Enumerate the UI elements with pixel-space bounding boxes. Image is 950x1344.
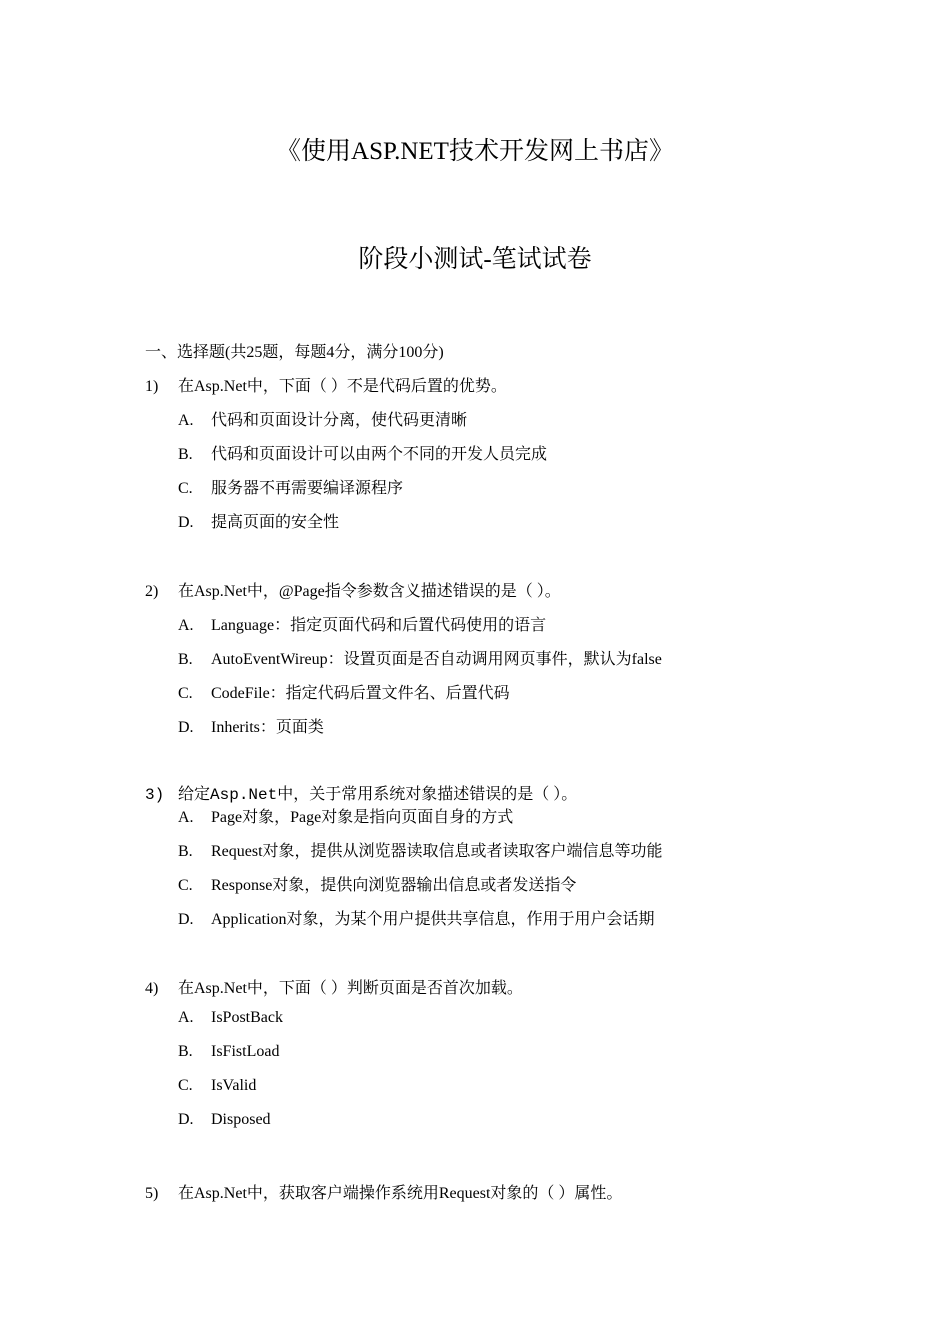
option-text: 代码和页面设计可以由两个不同的开发人员完成 [211, 446, 548, 463]
question-2 [145, 578, 561, 601]
question-text: 在Asp.Net中，下面（ ）判断页面是否首次加载。 [178, 980, 523, 997]
option-letter: A. [178, 1009, 194, 1026]
section-heading: 一、选择题(共25题，每题4分，满分100分) [145, 344, 444, 361]
option-letter: B. [178, 1043, 193, 1060]
question-3-option-d [178, 906, 655, 929]
question-4-option-a [178, 1009, 283, 1027]
question-number: 3) [145, 786, 165, 804]
question-2-option-d [178, 714, 324, 737]
option-text: Page对象，Page对象是指向页面自身的方式 [211, 809, 514, 826]
question-number: 1) [145, 378, 159, 395]
option-letter: B. [178, 843, 193, 860]
question-1-option-b [178, 441, 547, 464]
question-1-option-c [178, 475, 403, 498]
option-letter: A. [178, 809, 194, 826]
question-3-option-b [178, 838, 663, 861]
option-letter: D. [178, 1111, 194, 1128]
question-1 [145, 373, 507, 396]
option-letter: C. [178, 1077, 193, 1094]
option-text: IsValid [211, 1077, 257, 1094]
question-3-option-a [178, 804, 513, 827]
option-letter: B. [178, 446, 193, 463]
option-text: Disposed [211, 1111, 271, 1128]
question-4-option-b [178, 1043, 279, 1061]
option-text: Application对象，为某个用户提供共享信息，作用于用户会话期 [211, 911, 655, 928]
question-text: 在Asp.Net中，获取客户端操作系统用Request对象的（ ）属性。 [178, 1185, 623, 1202]
question-2-option-c [178, 680, 510, 703]
question-number: 4) [145, 980, 159, 997]
question-2-option-a [178, 612, 546, 635]
question-text: 在Asp.Net中，@Page指令参数含义描述错误的是（ ）。 [178, 583, 561, 600]
option-text: AutoEventWireup：设置页面是否自动调用网页事件，默认为false [211, 651, 662, 668]
option-text: Request对象，提供从浏览器读取信息或者读取客户端信息等功能 [211, 843, 663, 860]
option-letter: A. [178, 617, 194, 634]
option-letter: A. [178, 412, 194, 429]
question-text-suffix: 中，关于常用系统对象描述错误的是（ ）。 [277, 786, 578, 803]
question-1-option-a [178, 407, 467, 430]
option-letter: C. [178, 685, 193, 702]
document-subtitle: 阶段小测试-笔试试卷 [358, 246, 592, 273]
option-letter: B. [178, 651, 193, 668]
question-number: 2) [145, 583, 159, 600]
option-text: Response对象，提供向浏览器输出信息或者发送指令 [211, 877, 577, 894]
question-2-option-b [178, 646, 662, 669]
document-title: 《使用ASP.NET技术开发网上书店》 [276, 138, 674, 165]
option-letter: C. [178, 480, 193, 497]
question-4 [145, 975, 523, 998]
option-text: IsPostBack [211, 1009, 283, 1026]
option-text: 提高页面的安全性 [211, 514, 340, 531]
question-code-text: Asp.Net [210, 786, 278, 804]
question-3-option-c [178, 872, 576, 895]
option-text: 代码和页面设计分离，使代码更清晰 [211, 412, 468, 429]
question-3 [145, 781, 577, 804]
option-text: IsFistLoad [211, 1043, 280, 1060]
question-text-prefix: 给定 [178, 786, 211, 803]
option-text: 服务器不再需要编译源程序 [211, 480, 404, 497]
question-5 [145, 1180, 622, 1203]
option-letter: D. [178, 514, 194, 531]
option-letter: D. [178, 911, 194, 928]
question-4-option-c [178, 1077, 256, 1095]
question-text: 在Asp.Net中，下面（ ）不是代码后置的优势。 [178, 378, 507, 395]
question-number: 5) [145, 1185, 159, 1202]
option-text: Language：指定页面代码和后置代码使用的语言 [211, 617, 547, 634]
option-letter: C. [178, 877, 193, 894]
question-4-option-d [178, 1111, 271, 1129]
question-1-option-d [178, 509, 339, 532]
option-text: Inherits：页面类 [211, 719, 324, 736]
option-letter: D. [178, 719, 194, 736]
option-text: CodeFile：指定代码后置文件名、后置代码 [211, 685, 510, 702]
